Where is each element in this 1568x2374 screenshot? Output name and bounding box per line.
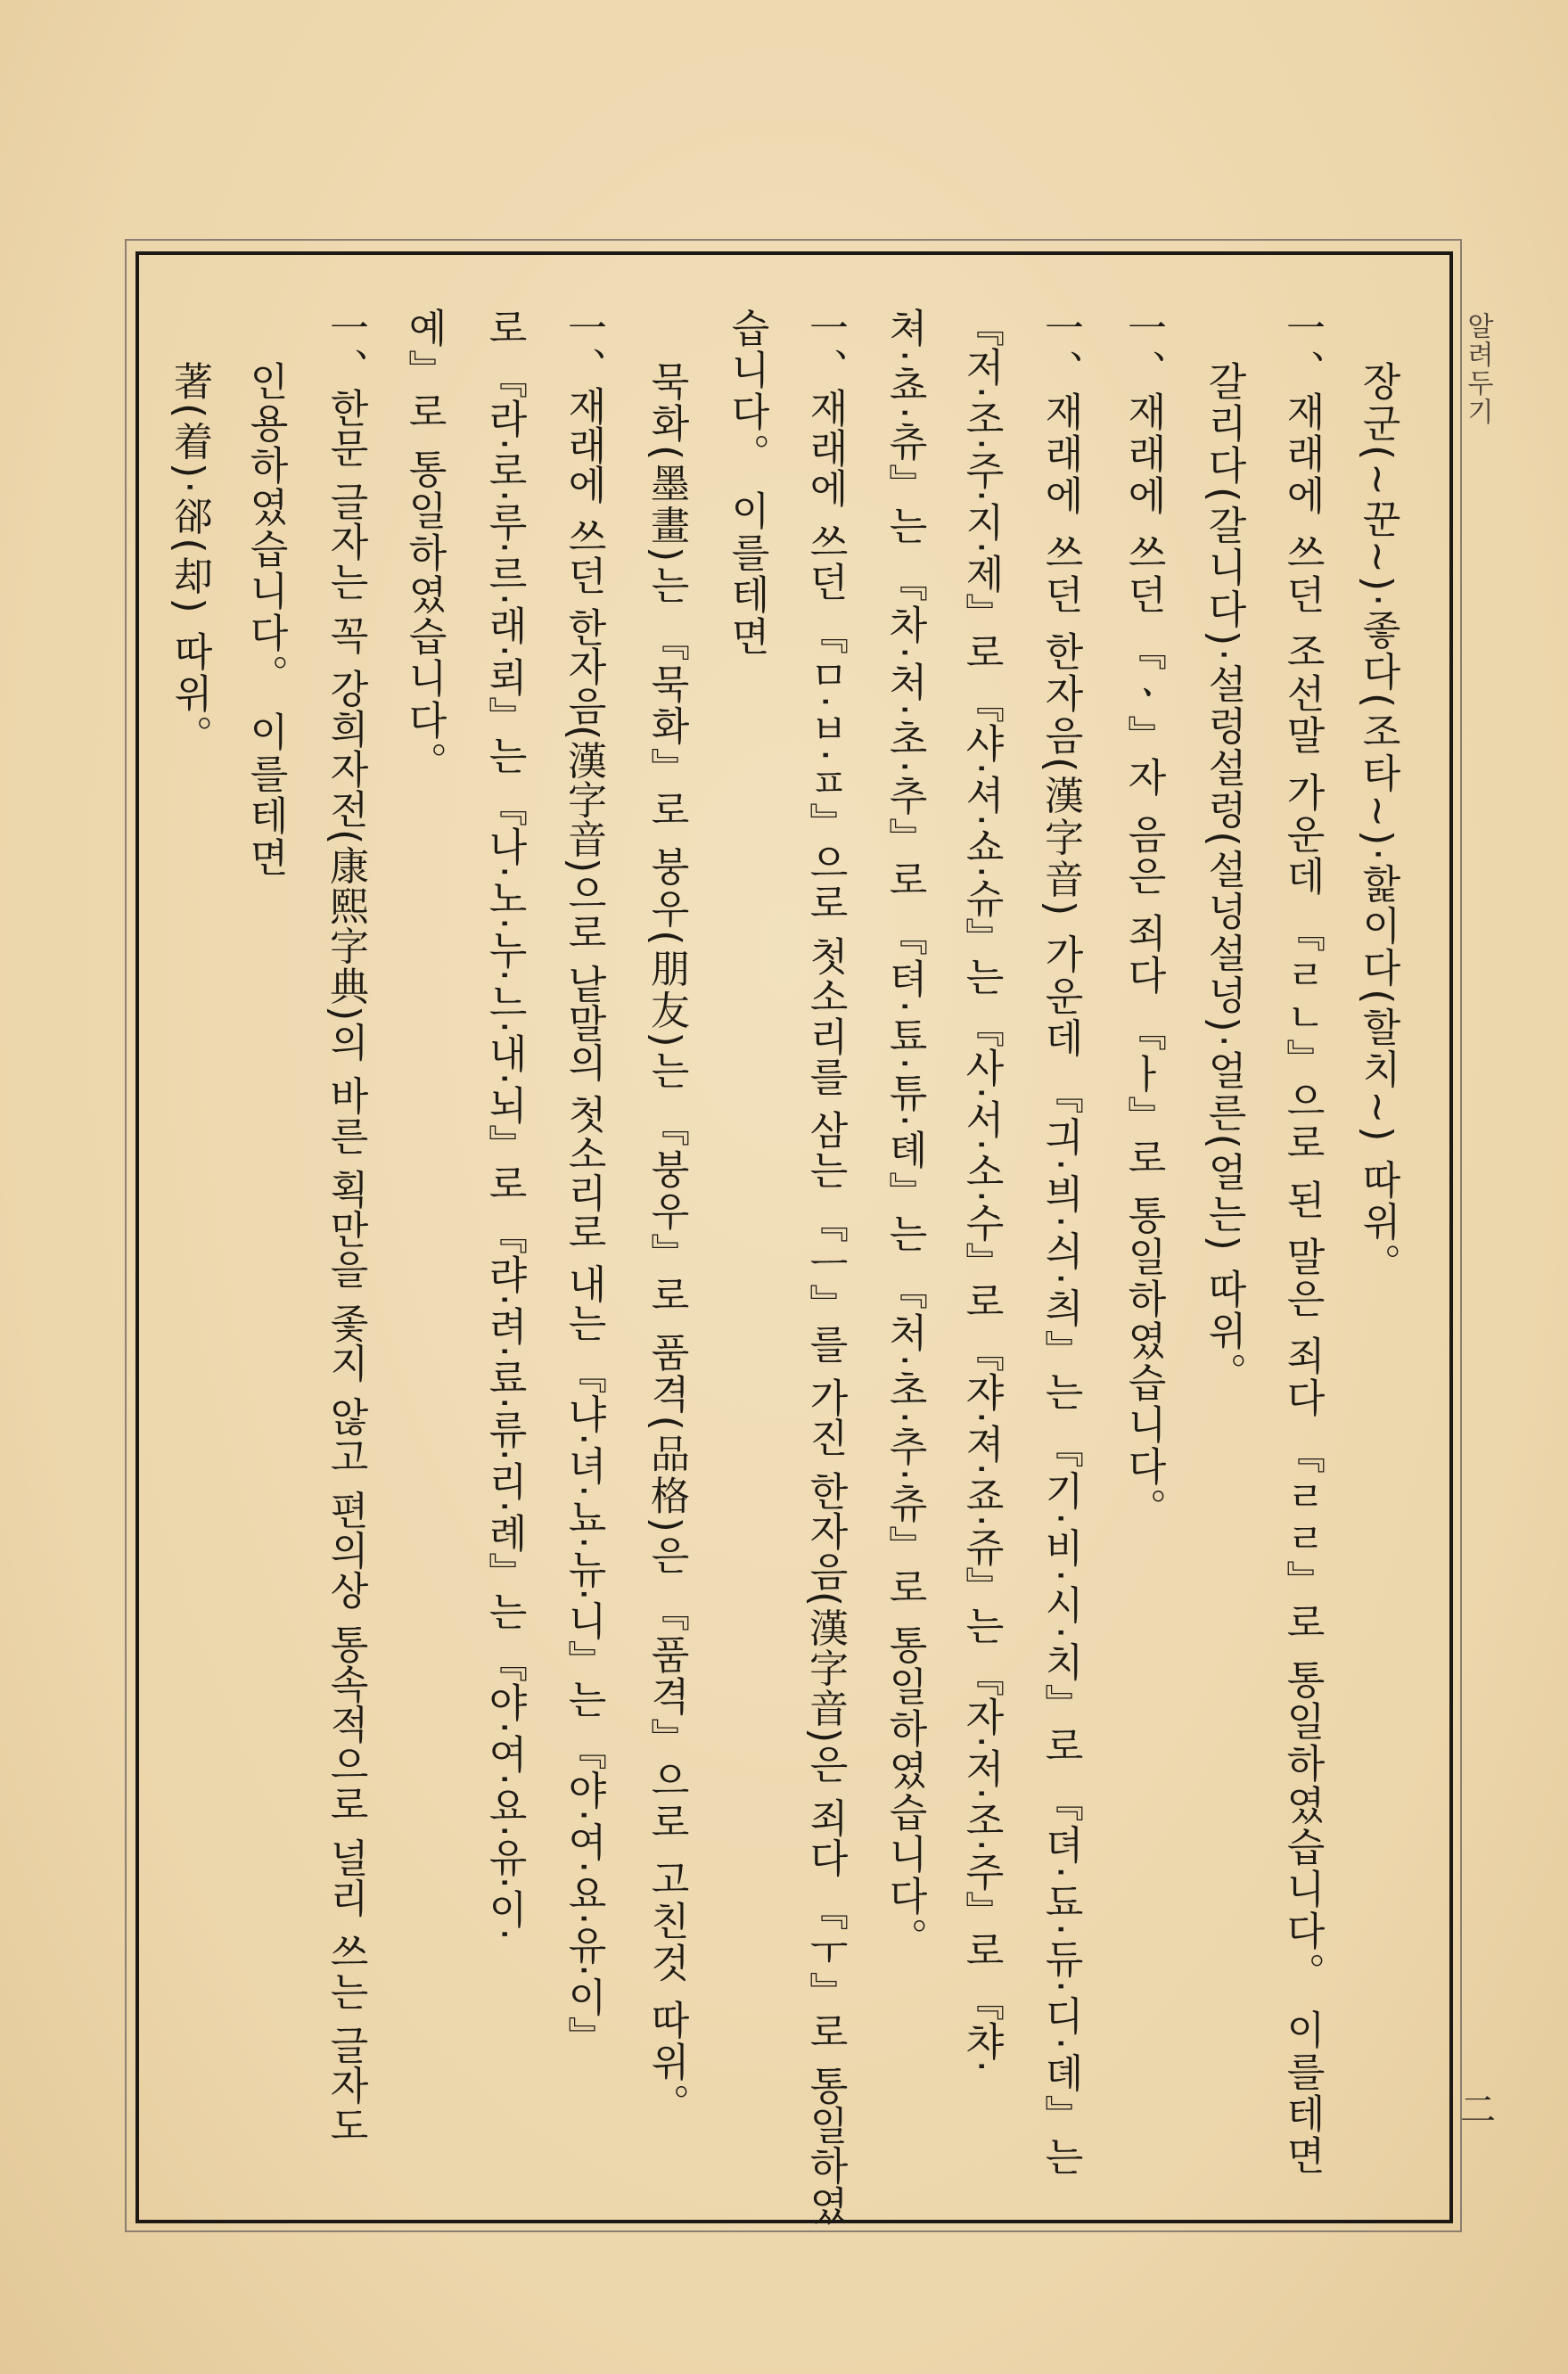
- text-column: 묵화(墨畫)는 『묵화』로 붕우(朋友)는 『붕우』로 품격(品格)은 『품격』으로 고친것 따위。: [644, 361, 689, 2125]
- text-column: 『저·조·주·지·제』로 『샤·셔·쇼·슈』는 『사·서·소·수』로 『쟈·져·죠·쥬』는 『자·저·조·주』로 『챠·: [958, 308, 1004, 2073]
- text-column: 갈리다(갈니다)·설렁설렁(설넝설넝)·얼른(얼는) 따위。: [1201, 361, 1246, 1394]
- text-column: 一、재래에 쓰던 조선말 가운데 『ㄹㄴ』으로 된 말은 죄다 『ㄹㄹ』로 통일하였습니다。 이를테면: [1279, 308, 1325, 2177]
- text-column: 一、재래에 쓰던 『ㅁ·ㅂ·ㅍ』으로 첫소리를 삼는 『ㅡ』를 가진 한자음(漢字音)은 죄다 『ㅜ』로 통일하였: [802, 308, 848, 2226]
- running-header: 알려두기: [1462, 312, 1493, 426]
- text-column: 一、한문 글자는 꼭 강희자전(康熙字典)의 바른 획만을 좇지 않고 편의상 통속적으로 널리 쓰는 글자도: [323, 308, 368, 2146]
- text-column: 一、재래에 쓰던 한자음(漢字音) 가운데 『긔·븨·싀·츼』는 『기·비·시·치』로 『뎌·됴·듀·디·뎨』는: [1038, 308, 1083, 2179]
- text-column: 一、재래에 쓰던 한자음(漢字音)으로 낱말의 첫소리로 내는 『냐·녀·뇨·뉴·니』는 『야·여·요·유·이』: [561, 308, 606, 2056]
- text-column: 예』로 통일하였습니다。: [401, 308, 447, 784]
- page-number: 二: [1460, 2090, 1496, 2131]
- text-column: 장군(~꾼~)·좋다(조타~)·핥이다(할치~) 따위。: [1355, 361, 1400, 1286]
- text-column: 著(着)·郤(却) 따위。: [167, 361, 212, 757]
- text-column: 一、재래에 쓰던 『ㆍ』자 음은 죄다 『ㅏ』로 통일하였습니다。: [1121, 308, 1166, 1530]
- text-column: 인용하였습니다。 이를테면: [242, 361, 288, 879]
- text-column: 습니다。 이를테면: [724, 308, 769, 658]
- text-column: 쳐·쵸·츄』는 『차·처·초·추』로 『텨·툐·튜·톄』는 『처·초·추·츄』로 통일하였습니다。: [882, 308, 927, 1959]
- text-column: 로 『라·로·루·르·래·뢰』는 『나·노·누·느·내·뇌』로 『랴·려·료·류·리·례』는 『야·여·요·유·이·: [481, 308, 527, 1941]
